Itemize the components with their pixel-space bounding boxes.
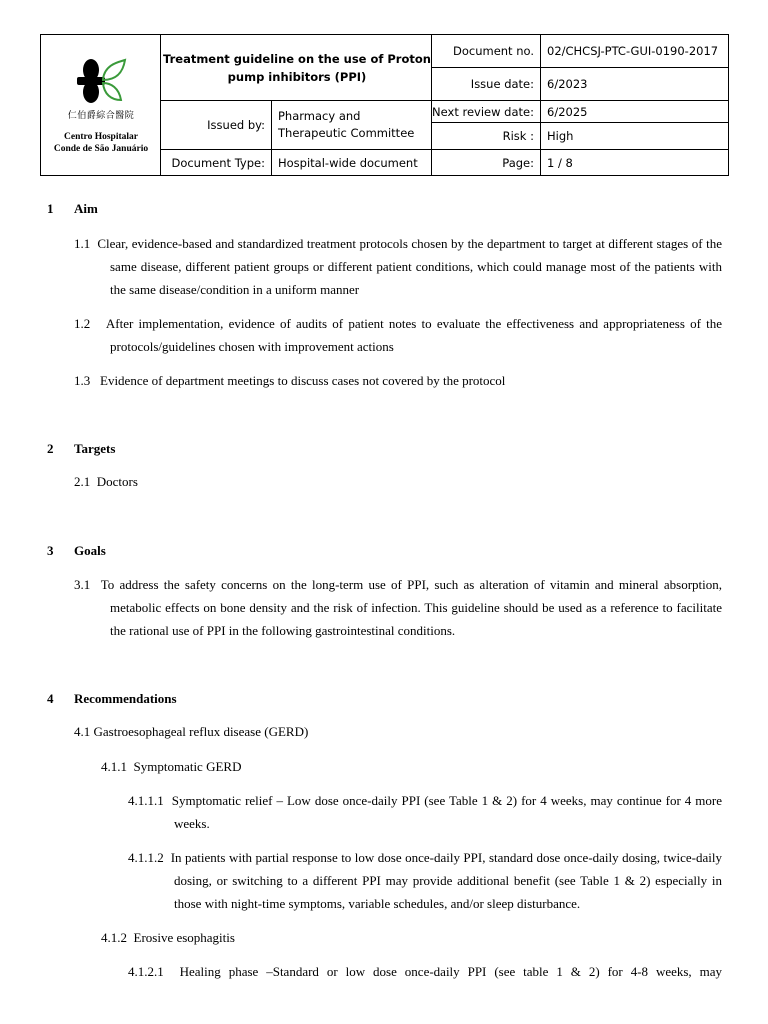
paragraph-1-2: [74, 312, 722, 358]
clause-text: Symptomatic relief – Low dose once-daily PPI (see Table 1 & 2) for 4 weeks, may continue for 4 more weeks.: [171, 793, 722, 831]
clause-number: 1.1: [74, 236, 91, 251]
document-type-value: Hospital-wide document: [278, 155, 418, 170]
clause-number: 4.1: [74, 724, 91, 739]
issued-by-label: Issued by:: [207, 118, 265, 132]
paragraph-3-1: [74, 573, 722, 642]
paragraph-4-1-1: [101, 755, 722, 778]
logo-pt-line: Conde de São Januário: [53, 143, 149, 154]
clause-text: Doctors: [96, 474, 138, 489]
paragraph-4-1: [74, 720, 722, 743]
page-label: Page:: [502, 155, 534, 170]
hospital-logo: [41, 35, 161, 175]
clause-number: 4.1.1.1: [128, 793, 164, 808]
hospital-logo-icon: [73, 56, 129, 106]
clause-text: Evidence of department meetings to discuss cases not covered by the protocol: [100, 373, 506, 388]
paragraph-2-1: [74, 470, 722, 493]
risk-label: Risk :: [502, 129, 534, 143]
section-number: 1: [47, 201, 54, 216]
document-type-label: Document Type:: [171, 155, 265, 170]
issue-date-label: Issue date:: [470, 77, 534, 91]
logo-portuguese-name: [54, 131, 148, 155]
clause-number: 4.1.1: [101, 759, 127, 774]
issue-date-value: 6/2023: [547, 77, 588, 91]
document-header-table: [40, 34, 729, 176]
clause-text: Gastroesophageal reflux disease (GERD): [93, 724, 309, 739]
next-review-value: 6/2025: [547, 104, 588, 119]
clause-number: 4.1.2: [101, 930, 127, 945]
section-heading-aim: Aim: [74, 201, 98, 216]
paragraph-1-3: [74, 369, 722, 392]
page-value: 1 / 8: [547, 155, 573, 170]
clause-number: 1.2: [74, 316, 91, 331]
clause-number: 1.3: [74, 373, 91, 388]
document-no-label: Document no.: [452, 44, 534, 58]
document-no-value: 02/CHCSJ-PTC-GUI-0190-2017: [547, 44, 719, 58]
clause-number: 4.1.2.1: [128, 964, 164, 979]
clause-text: Symptomatic GERD: [133, 759, 242, 774]
clause-number: 4.1.1.2: [128, 850, 164, 865]
clause-text: In patients with partial response to low dose once-daily PPI, standard dose once-daily dosing, twice-daily dosing, or switching to a different PPI may provide additional benefit (see Table 1 & 2) especially in those with night-time symptoms, variable schedules, and/or sleep disturbance.: [170, 850, 722, 911]
clause-text: Clear, evidence-based and standardized treatment protocols chosen by the department to target at different stages of the same disease, different patient groups or different patient conditions, which could manage most of the patients with the same disease/condition in a uniform manner: [97, 236, 722, 297]
section-heading-targets: Targets: [74, 441, 116, 456]
paragraph-4-1-1-2: [128, 846, 722, 915]
issued-by-value: [272, 101, 431, 149]
section-heading-goals: Goals: [74, 543, 106, 558]
next-review-label: Next review date:: [432, 104, 534, 119]
paragraph-4-1-2: [101, 926, 722, 949]
logo-chinese-name: 仁伯爵綜合醫院: [67, 110, 135, 121]
paragraph-1-1: [74, 232, 722, 301]
clause-number: 2.1: [74, 474, 91, 489]
issued-by-line: Pharmacy and: [278, 109, 361, 123]
paragraph-4-1-2-1: [128, 960, 722, 983]
section-number: 3: [47, 543, 54, 558]
clause-text: Healing phase –Standard or low dose once-daily PPI (see table 1 & 2) for 4-8 weeks, may: [179, 964, 722, 979]
clause-number: 3.1: [74, 577, 91, 592]
clause-text: To address the safety concerns on the long-term use of PPI, such as alteration of vitamin and mineral absorption, metabolic effects on bone density and the risk of infection. This guideline should be used as a reference to facilitate the rational use of PPI in the following gastrointestinal conditions.: [100, 577, 723, 638]
document-title: Treatment guideline on the use of Proton pump inhibitors (PPI): [163, 52, 431, 84]
logo-pt-line: Centro Hospitalar: [64, 131, 138, 142]
risk-value: High: [547, 129, 574, 143]
section-heading-recommendations: Recommendations: [74, 691, 177, 706]
section-number: 2: [47, 441, 54, 456]
issued-by-line: Therapeutic Committee: [278, 126, 415, 140]
section-number: 4: [47, 691, 54, 706]
clause-text: Erosive esophagitis: [133, 930, 235, 945]
clause-text: After implementation, evidence of audits of patient notes to evaluate the effectiveness and appropriateness of the protocols/guidelines chosen with improvement actions: [105, 316, 723, 354]
paragraph-4-1-1-1: [128, 789, 722, 835]
